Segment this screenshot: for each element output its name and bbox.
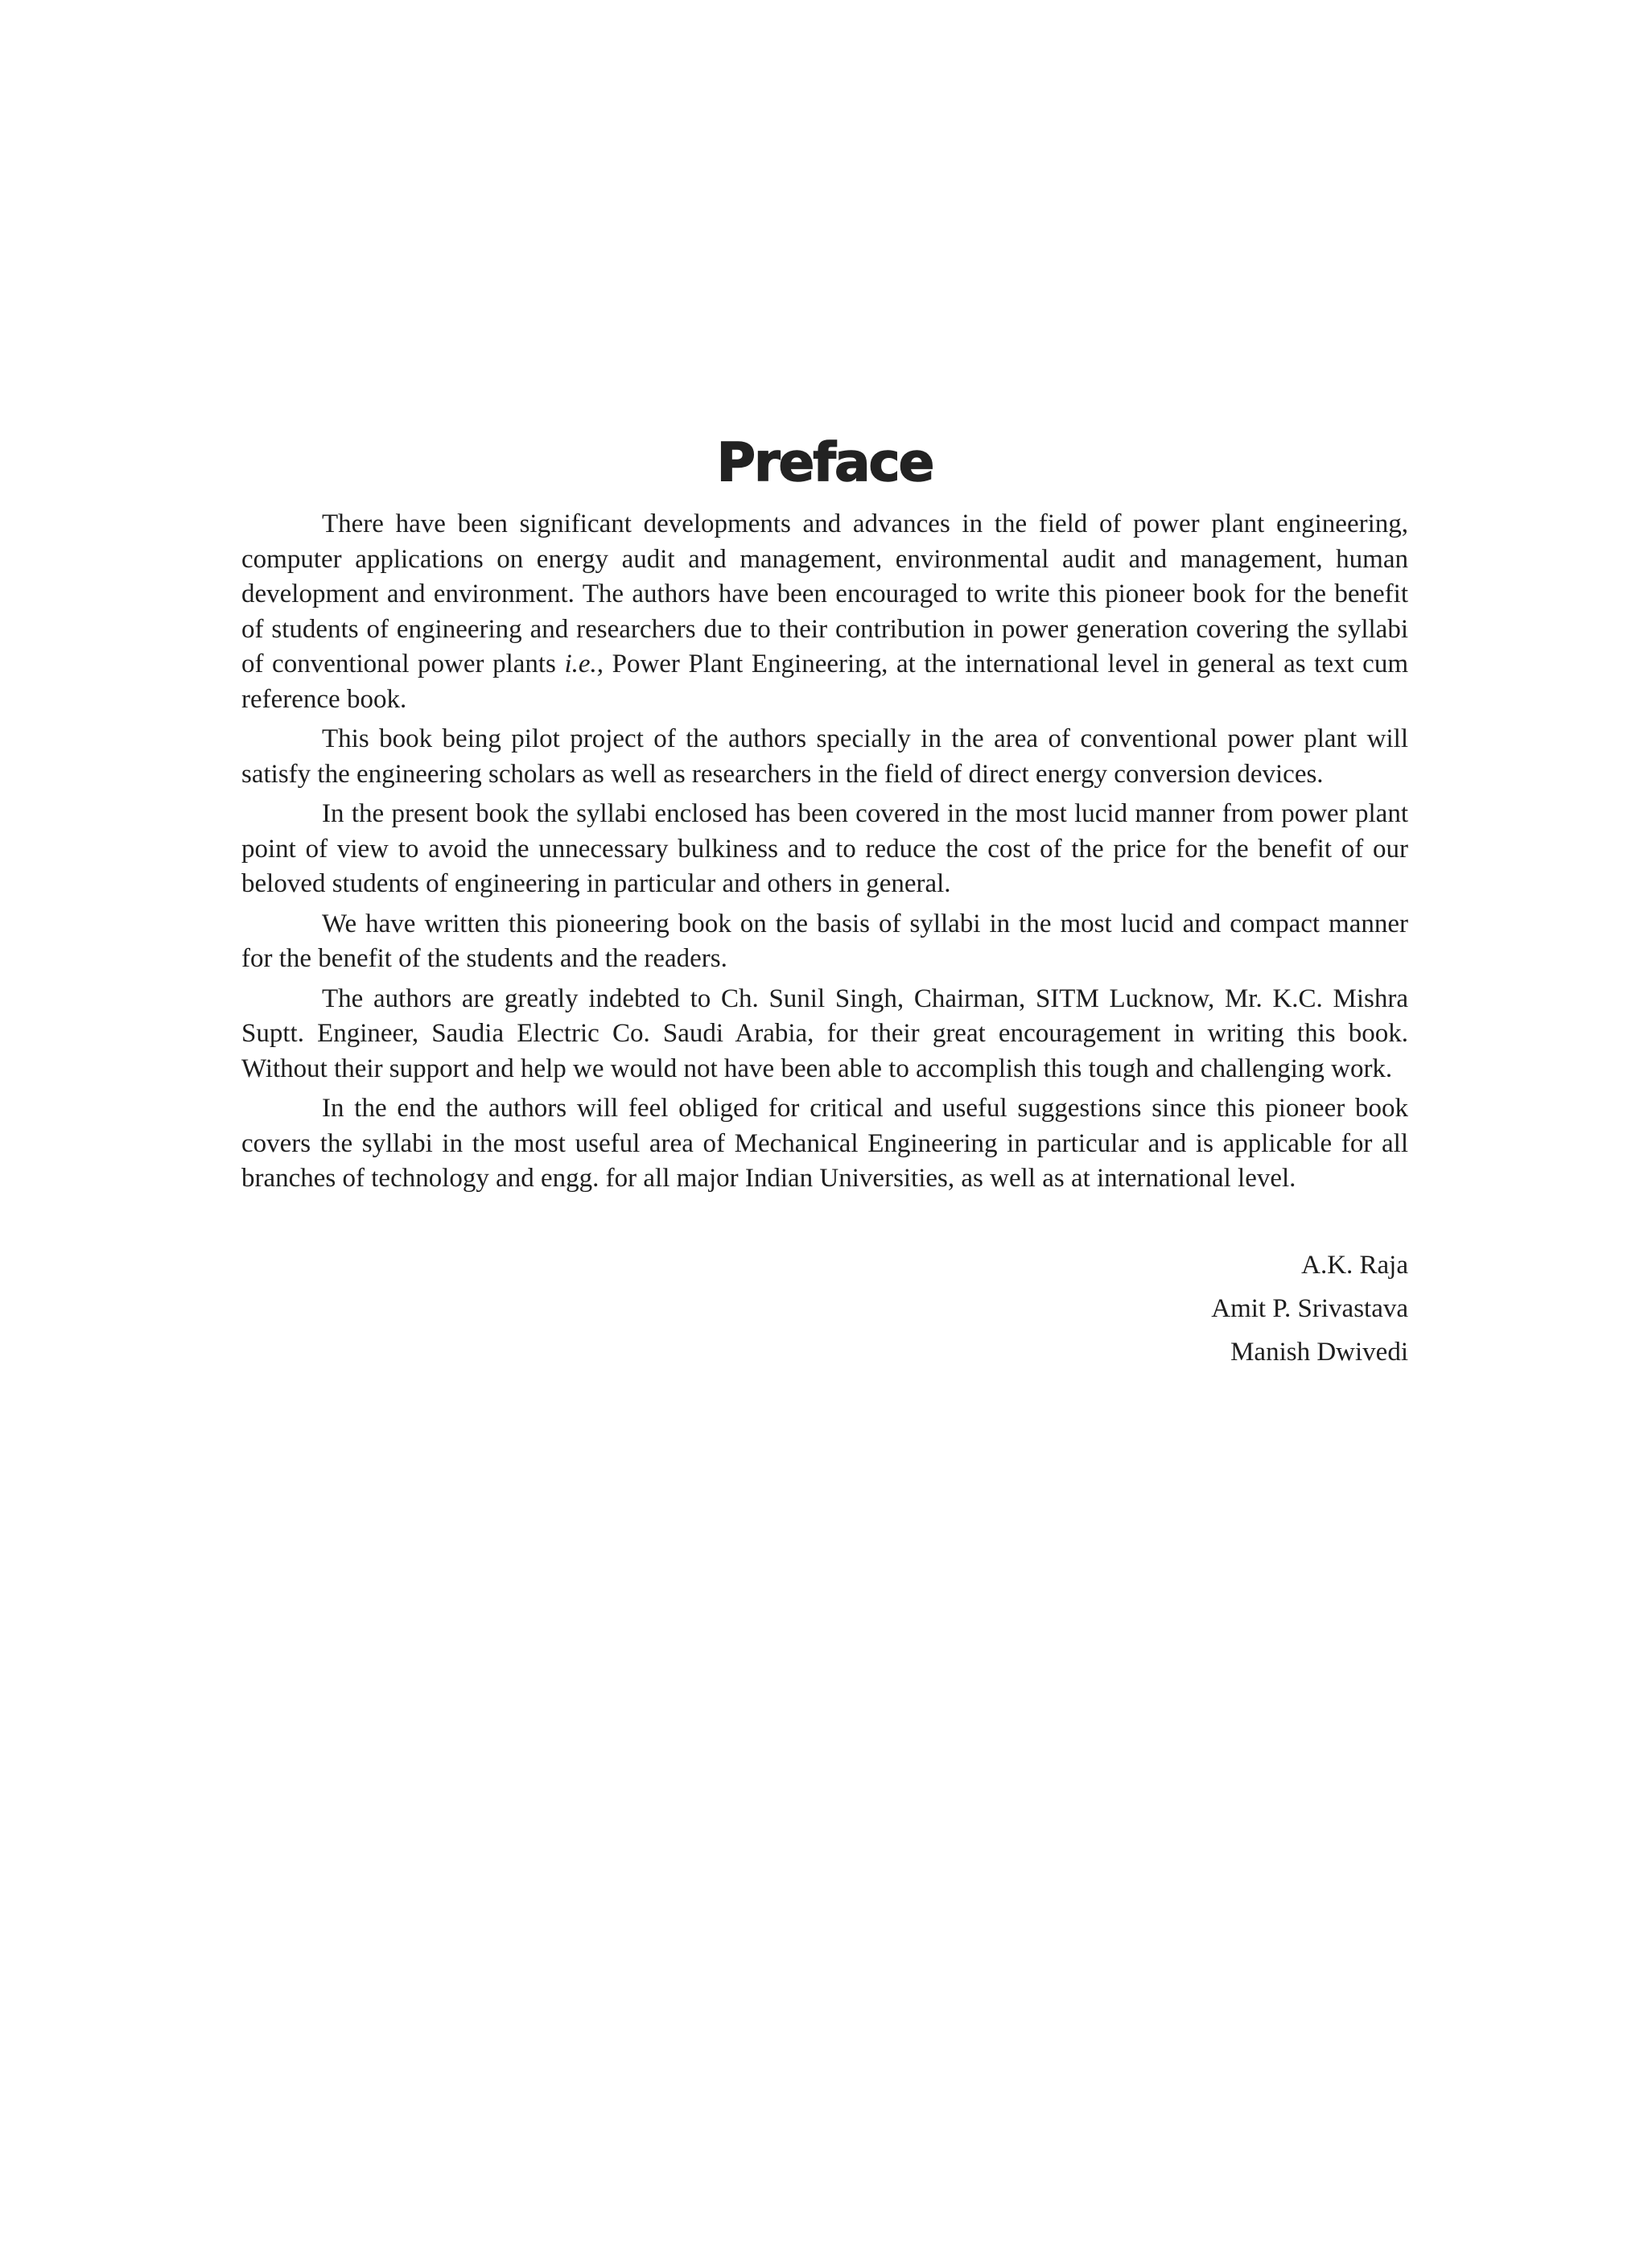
page-title: Preface <box>716 431 933 493</box>
author-name: Amit P. Srivastava <box>1211 1293 1408 1323</box>
author-name: A.K. Raja <box>1301 1250 1408 1280</box>
paragraph-1-text-a: There have been significant developments and advances in the field of power plant engineering, computer applications on energy audit and management, environmental audit and management, human development and environment. The authors have been encouraged to write this pioneer book for the benefit of students of engineering and researchers due to their contribution in power generation covering the syllabi of conventional power plants <box>241 509 1408 678</box>
preface-content <box>241 427 1408 1374</box>
paragraph-1-emphasis: i.e., <box>564 649 604 678</box>
paragraph-3: In the present book the syllabi enclosed has been covered in the most lucid manner from power plant point of view to avoid the unnecessary bulkiness and to reduce the cost of the price for the benefit of our beloved students of engineering in particular and others in general. <box>241 799 1408 898</box>
paragraph-4: We have written this pioneering book on the basis of syllabi in the most lucid and compact manner for the benefit of the students and the readers. <box>241 909 1408 973</box>
paragraph-1 <box>241 507 1408 717</box>
author-signatures <box>241 1243 1408 1374</box>
author-name: Manish Dwivedi <box>1230 1337 1408 1367</box>
paragraph-1-text-b: Power Plant Engineering, at the international level in general as text cum reference book. <box>241 649 1409 714</box>
paragraph-6: In the end the authors will feel obliged for critical and useful suggestions since this pioneer book covers the syllabi in the most useful area of Mechanical Engineering in particular and is applicable for all branches of technology and engg. for all major Indian Universities, as well as at international level. <box>241 1094 1408 1193</box>
paragraph-2: This book being pilot project of the authors specially in the area of conventional power plant will satisfy the engineering scholars as well as researchers in the field of direct energy conversion devices. <box>241 724 1408 789</box>
paragraph-5: The authors are greatly indebted to Ch. Sunil Singh, Chairman, SITM Lucknow, Mr. K.C. Mishra Suptt. Engineer, Saudia Electric Co. Saudi Arabia, for their great encouragement in writing this book. Without their support and help we would not have been able to accomplish this tough and challenging work. <box>241 983 1408 1083</box>
